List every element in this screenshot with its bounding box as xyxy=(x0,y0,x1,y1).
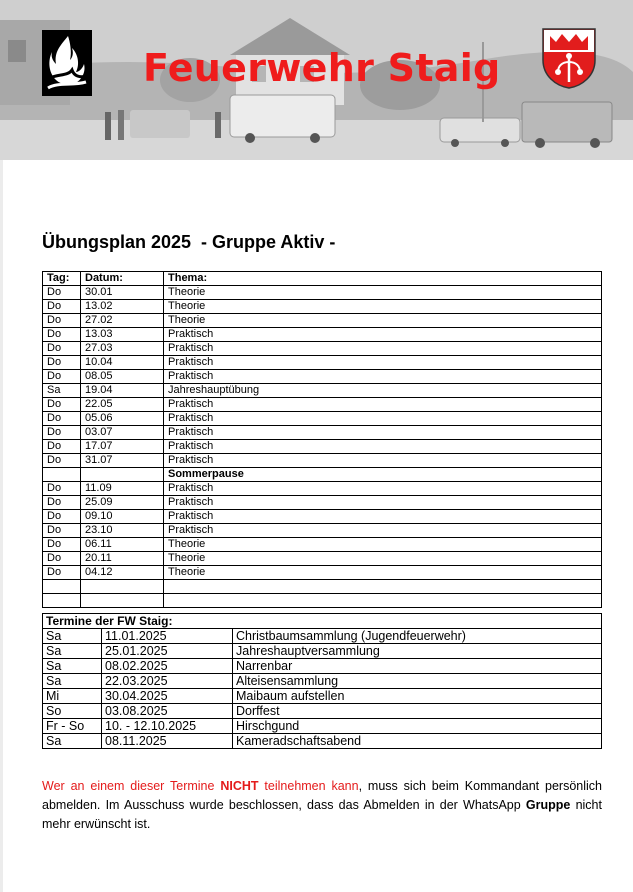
table-row xyxy=(43,552,602,566)
header-thema: Thema: xyxy=(164,272,602,286)
cell-thema: Theorie xyxy=(164,566,602,580)
cell-empty xyxy=(164,580,602,594)
table-row xyxy=(43,496,602,510)
event-date: 08.02.2025 xyxy=(102,659,233,674)
table-row xyxy=(43,524,602,538)
event-name: Hirschgund xyxy=(233,719,602,734)
events-row xyxy=(43,719,602,734)
cell-datum xyxy=(81,468,164,482)
cell-thema: Theorie xyxy=(164,314,602,328)
cell-datum: 22.05 xyxy=(81,398,164,412)
cell-datum: 05.06 xyxy=(81,412,164,426)
table-row xyxy=(43,328,602,342)
event-date: 11.01.2025 xyxy=(102,629,233,644)
cell-datum: 20.11 xyxy=(81,552,164,566)
cell-empty xyxy=(81,594,164,608)
cell-tag: Do xyxy=(43,552,81,566)
event-day: Sa xyxy=(43,659,102,674)
event-name: Kameradschaftsabend xyxy=(233,734,602,749)
fire-department-logo xyxy=(42,30,92,96)
cell-tag: Do xyxy=(43,524,81,538)
event-name: Dorffest xyxy=(233,704,602,719)
events-row xyxy=(43,674,602,689)
event-name: Jahreshauptversammlung xyxy=(233,644,602,659)
cell-thema: Jahreshauptübung xyxy=(164,384,602,398)
notice-text xyxy=(42,777,602,834)
notice-red-bold: NICHT xyxy=(220,779,259,793)
event-day: Fr - So xyxy=(43,719,102,734)
header-datum: Datum: xyxy=(81,272,164,286)
table-row xyxy=(43,538,602,552)
notice-body-1: , muss sich beim Kommandant persönlich abmelden. Im Ausschuss wurde beschlossen, dass das Abmelden in der WhatsApp xyxy=(42,779,602,812)
notice-bold: Gruppe xyxy=(525,798,571,812)
event-name: Christbaumsammlung (Jugendfeuerwehr) xyxy=(233,629,602,644)
cell-thema: Praktisch xyxy=(164,356,602,370)
events-row xyxy=(43,704,602,719)
event-day: Sa xyxy=(43,734,102,749)
cell-tag: Do xyxy=(43,328,81,342)
table-row xyxy=(43,356,602,370)
events-row xyxy=(43,629,602,644)
cell-tag: Do xyxy=(43,440,81,454)
cell-empty xyxy=(43,594,81,608)
cell-tag: Do xyxy=(43,342,81,356)
table-row xyxy=(43,468,602,482)
header-banner xyxy=(0,0,633,160)
table-row xyxy=(43,482,602,496)
cell-thema: Praktisch xyxy=(164,440,602,454)
cell-tag: Do xyxy=(43,412,81,426)
event-day: Sa xyxy=(43,629,102,644)
cell-datum: 23.10 xyxy=(81,524,164,538)
cell-tag xyxy=(43,468,81,482)
event-date: 25.01.2025 xyxy=(102,644,233,659)
cell-tag: Do xyxy=(43,454,81,468)
cell-datum: 19.04 xyxy=(81,384,164,398)
cell-thema: Praktisch xyxy=(164,482,602,496)
left-margin-bar xyxy=(0,160,3,892)
flame-icon xyxy=(42,30,92,96)
cell-datum: 10.04 xyxy=(81,356,164,370)
cell-datum: 25.09 xyxy=(81,496,164,510)
table-row xyxy=(43,286,602,300)
cell-datum: 04.12 xyxy=(81,566,164,580)
event-date: 30.04.2025 xyxy=(102,689,233,704)
event-day: Sa xyxy=(43,674,102,689)
events-row xyxy=(43,734,602,749)
events-row xyxy=(43,659,602,674)
coat-of-arms xyxy=(540,26,598,90)
cell-tag: Do xyxy=(43,398,81,412)
cell-datum: 30.01 xyxy=(81,286,164,300)
cell-tag: Do xyxy=(43,370,81,384)
events-row xyxy=(43,644,602,659)
cell-thema: Praktisch xyxy=(164,454,602,468)
cell-thema: Theorie xyxy=(164,286,602,300)
page-title: Feuerwehr Staig xyxy=(143,46,501,90)
cell-thema: Praktisch xyxy=(164,328,602,342)
cell-thema: Praktisch xyxy=(164,398,602,412)
table-row xyxy=(43,314,602,328)
notice-red-text-2: teilnehmen kann xyxy=(258,779,359,793)
event-day: So xyxy=(43,704,102,719)
cell-thema: Theorie xyxy=(164,538,602,552)
event-date: 10. - 12.10.2025 xyxy=(102,719,233,734)
cell-tag: Do xyxy=(43,426,81,440)
coat-of-arms-icon xyxy=(540,26,598,90)
cell-datum: 03.07 xyxy=(81,426,164,440)
cell-datum: 06.11 xyxy=(81,538,164,552)
cell-tag: Do xyxy=(43,566,81,580)
event-name: Maibaum aufstellen xyxy=(233,689,602,704)
cell-tag: Do xyxy=(43,286,81,300)
empty-row xyxy=(43,580,602,594)
event-day: Mi xyxy=(43,689,102,704)
cell-datum: 17.07 xyxy=(81,440,164,454)
table-header-row xyxy=(43,272,602,286)
event-name: Narrenbar xyxy=(233,659,602,674)
cell-tag: Do xyxy=(43,300,81,314)
table-row xyxy=(43,370,602,384)
table-row xyxy=(43,300,602,314)
cell-thema: Praktisch xyxy=(164,370,602,384)
table-row xyxy=(43,412,602,426)
events-table xyxy=(42,613,602,749)
cell-thema: Theorie xyxy=(164,552,602,566)
cell-tag: Do xyxy=(43,496,81,510)
events-row xyxy=(43,689,602,704)
cell-thema: Praktisch xyxy=(164,426,602,440)
table-row xyxy=(43,426,602,440)
training-schedule-table xyxy=(42,271,602,608)
table-row xyxy=(43,440,602,454)
table-row xyxy=(43,384,602,398)
table-row xyxy=(43,566,602,580)
cell-tag: Do xyxy=(43,482,81,496)
table-row xyxy=(43,342,602,356)
event-day: Sa xyxy=(43,644,102,659)
cell-thema: Praktisch xyxy=(164,342,602,356)
cell-thema: Praktisch xyxy=(164,496,602,510)
events-header-row xyxy=(43,614,602,629)
cell-empty xyxy=(43,580,81,594)
cell-datum: 13.02 xyxy=(81,300,164,314)
table-row xyxy=(43,398,602,412)
cell-thema: Praktisch xyxy=(164,412,602,426)
cell-thema: Theorie xyxy=(164,300,602,314)
cell-datum: 31.07 xyxy=(81,454,164,468)
table-row xyxy=(43,454,602,468)
cell-empty xyxy=(164,594,602,608)
cell-tag: Do xyxy=(43,314,81,328)
cell-thema: Sommerpause xyxy=(164,468,602,482)
empty-row xyxy=(43,594,602,608)
header-tag: Tag: xyxy=(43,272,81,286)
cell-datum: 08.05 xyxy=(81,370,164,384)
cell-datum: 27.03 xyxy=(81,342,164,356)
cell-tag: Sa xyxy=(43,384,81,398)
event-name: Alteisensammlung xyxy=(233,674,602,689)
cell-datum: 27.02 xyxy=(81,314,164,328)
cell-empty xyxy=(81,580,164,594)
section-heading: Übungsplan 2025 - Gruppe Aktiv - xyxy=(42,232,336,252)
cell-datum: 13.03 xyxy=(81,328,164,342)
cell-thema: Praktisch xyxy=(164,524,602,538)
cell-tag: Do xyxy=(43,538,81,552)
event-date: 08.11.2025 xyxy=(102,734,233,749)
cell-thema: Praktisch xyxy=(164,510,602,524)
cell-datum: 11.09 xyxy=(81,482,164,496)
events-heading: Termine der FW Staig: xyxy=(43,614,602,629)
notice-body-2: nicht mehr erwünscht ist. xyxy=(42,798,602,831)
table-row xyxy=(43,510,602,524)
event-date: 03.08.2025 xyxy=(102,704,233,719)
cell-tag: Do xyxy=(43,356,81,370)
notice-red-text: Wer an einem dieser Termine xyxy=(42,779,221,793)
event-date: 22.03.2025 xyxy=(102,674,233,689)
cell-tag: Do xyxy=(43,510,81,524)
cell-datum: 09.10 xyxy=(81,510,164,524)
